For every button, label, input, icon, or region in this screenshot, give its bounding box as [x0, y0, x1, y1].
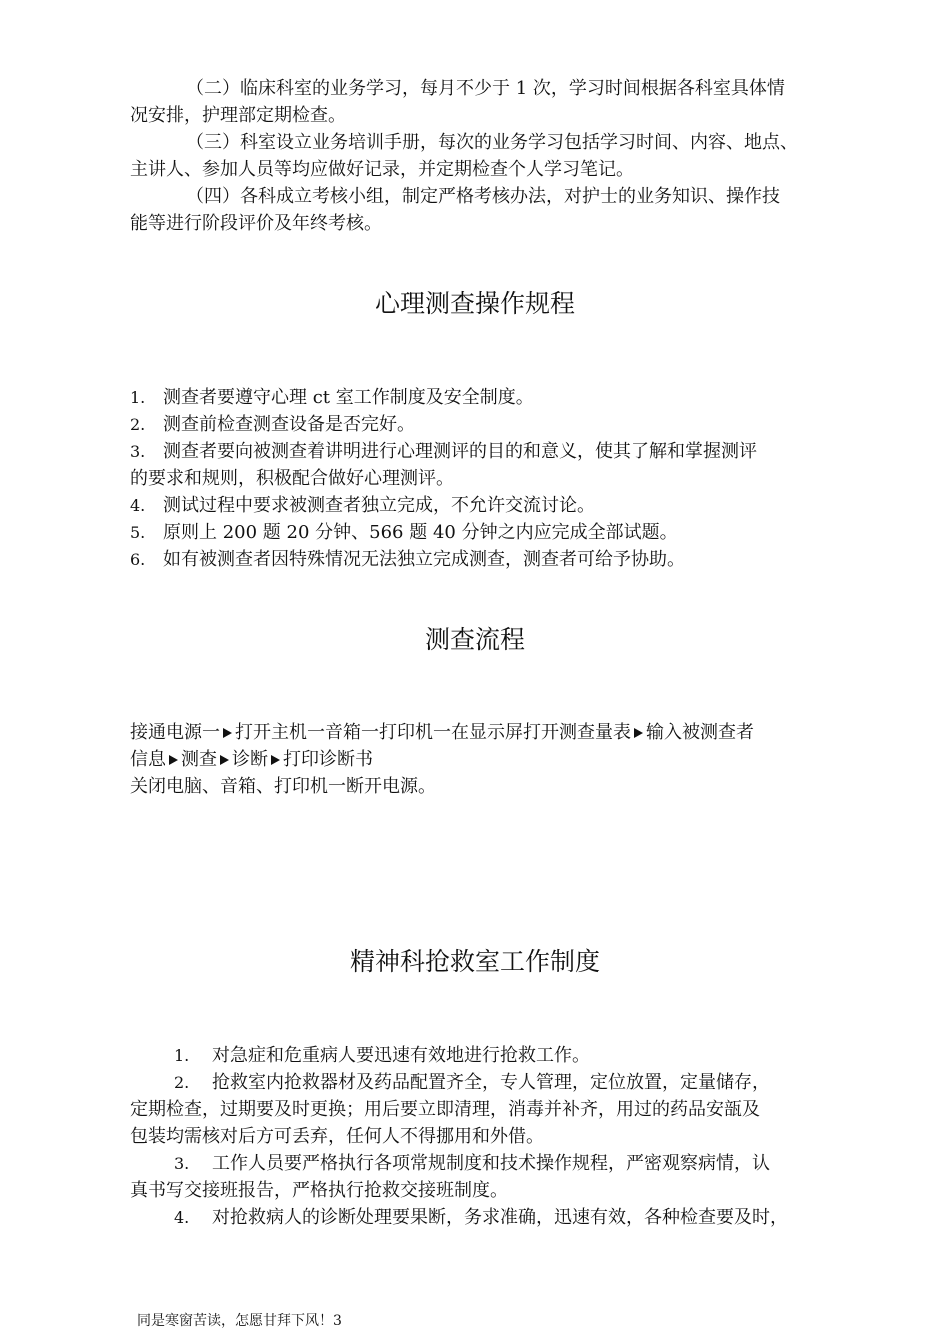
s3-item-3	[130, 1150, 865, 1204]
s3-item-4	[130, 1204, 865, 1231]
flow-step: 信息	[130, 749, 166, 770]
intro-p3-line1: （四）各科成立考核小组，制定严格考核办法，对护士的业务知识、操作技	[186, 186, 780, 207]
arrow-right-icon	[634, 728, 643, 738]
s3-item-num: 3.	[174, 1154, 190, 1173]
flow-step: 打印诊断书	[283, 749, 373, 770]
s1-item-4	[130, 492, 595, 519]
intro-paragraph-2	[130, 75, 865, 129]
s1-item-num: 6.	[130, 550, 146, 569]
arrow-right-icon	[169, 755, 178, 765]
intro-p2-line1: （三）科室设立业务培训手册，每次的业务学习包括学习时间、内容、地点、	[186, 132, 798, 153]
flow-step: 打开主机一音箱一打印机一在显示屏打开测查量表	[235, 722, 631, 743]
intro-p1-line2: 况安排，护理部定期检查。	[130, 105, 346, 126]
flow-line-2	[130, 746, 373, 773]
section2-title: 测查流程	[424, 625, 525, 654]
s1-item-num: 1.	[130, 388, 146, 407]
s3-item-num: 4.	[174, 1208, 190, 1227]
s1-item-num: 5.	[130, 523, 146, 542]
s1-item-num: 4.	[130, 496, 146, 515]
page-footer: 同是寒窗苦读，怎愿甘拜下风！3	[137, 1313, 342, 1329]
s3-item-num: 2.	[174, 1073, 190, 1092]
s3-item-text: 工作人员要严格执行各项常规制度和技术操作规程，严密观察病情，认	[212, 1153, 770, 1174]
s1-item-3	[130, 438, 757, 465]
s3-item-text: 真书写交接班报告，严格执行抢救交接班制度。	[130, 1180, 508, 1201]
section3-title: 精神科抢救室工作制度	[349, 947, 600, 976]
s3-item-text: 包装均需核对后方可丢弃，任何人不得挪用和外借。	[130, 1126, 544, 1147]
s3-item-text: 对急症和危重病人要迅速有效地进行抢救工作。	[212, 1045, 590, 1066]
s1-item-5	[130, 519, 678, 546]
flow-line-1	[130, 719, 754, 746]
s3-item-num: 1.	[174, 1046, 190, 1065]
s1-item-text: 测查前检查测查设备是否完好。	[163, 414, 415, 435]
s1-item-3-cont: 的要求和规则，积极配合做好心理测评。	[130, 468, 454, 489]
s3-item-1	[130, 1042, 865, 1069]
s1-item-text: 测试过程中要求被测查者独立完成，不允许交流讨论。	[163, 495, 595, 516]
s1-item-1	[130, 384, 534, 411]
s3-item-2	[130, 1069, 865, 1150]
intro-paragraph-4	[130, 183, 865, 237]
flow-line-3: 关闭电脑、音箱、打印机一断开电源。	[130, 776, 436, 797]
s1-item-text: 测查者要遵守心理 ct 室工作制度及安全制度。	[163, 387, 534, 408]
s1-item-2	[130, 411, 415, 438]
flow-step: 接通电源一	[130, 722, 220, 743]
intro-p1-line1: （二）临床科室的业务学习，每月不少于 1 次，学习时间根据各科室具体情	[186, 78, 785, 99]
s1-item-text: 如有被测查者因特殊情况无法独立完成测查，测查者可给予协助。	[163, 549, 685, 570]
flow-step: 测查	[181, 749, 217, 770]
arrow-right-icon	[220, 755, 229, 765]
s3-item-text: 定期检查，过期要及时更换；用后要立即清理，消毒并补齐，用过的药品安瓿及	[130, 1099, 760, 1120]
arrow-right-icon	[271, 755, 280, 765]
section1-title: 心理测查操作规程	[374, 289, 575, 318]
s1-item-num: 2.	[130, 415, 146, 434]
arrow-right-icon	[223, 728, 232, 738]
s1-item-text: 测查者要向被测查着讲明进行心理测评的目的和意义，使其了解和掌握测评	[163, 441, 757, 462]
intro-p3-line2: 能等进行阶段评价及年终考核。	[130, 213, 382, 234]
s3-item-text: 抢救室内抢救器材及药品配置齐全，专人管理，定位放置，定量储存，	[212, 1072, 770, 1093]
s1-item-num: 3.	[130, 442, 146, 461]
s1-item-text: 原则上 200 题 20 分钟、566 题 40 分钟之内应完成全部试题。	[163, 522, 678, 543]
s1-item-6	[130, 546, 685, 573]
intro-p2-line2: 主讲人、参加人员等均应做好记录，并定期检查个人学习笔记。	[130, 159, 634, 180]
flow-step: 输入被测查者	[646, 722, 754, 743]
intro-paragraph-3	[130, 129, 865, 183]
flow-step: 诊断	[232, 749, 268, 770]
s3-item-text: 对抢救病人的诊断处理要果断，务求准确，迅速有效，各种检查要及时，	[212, 1207, 788, 1228]
